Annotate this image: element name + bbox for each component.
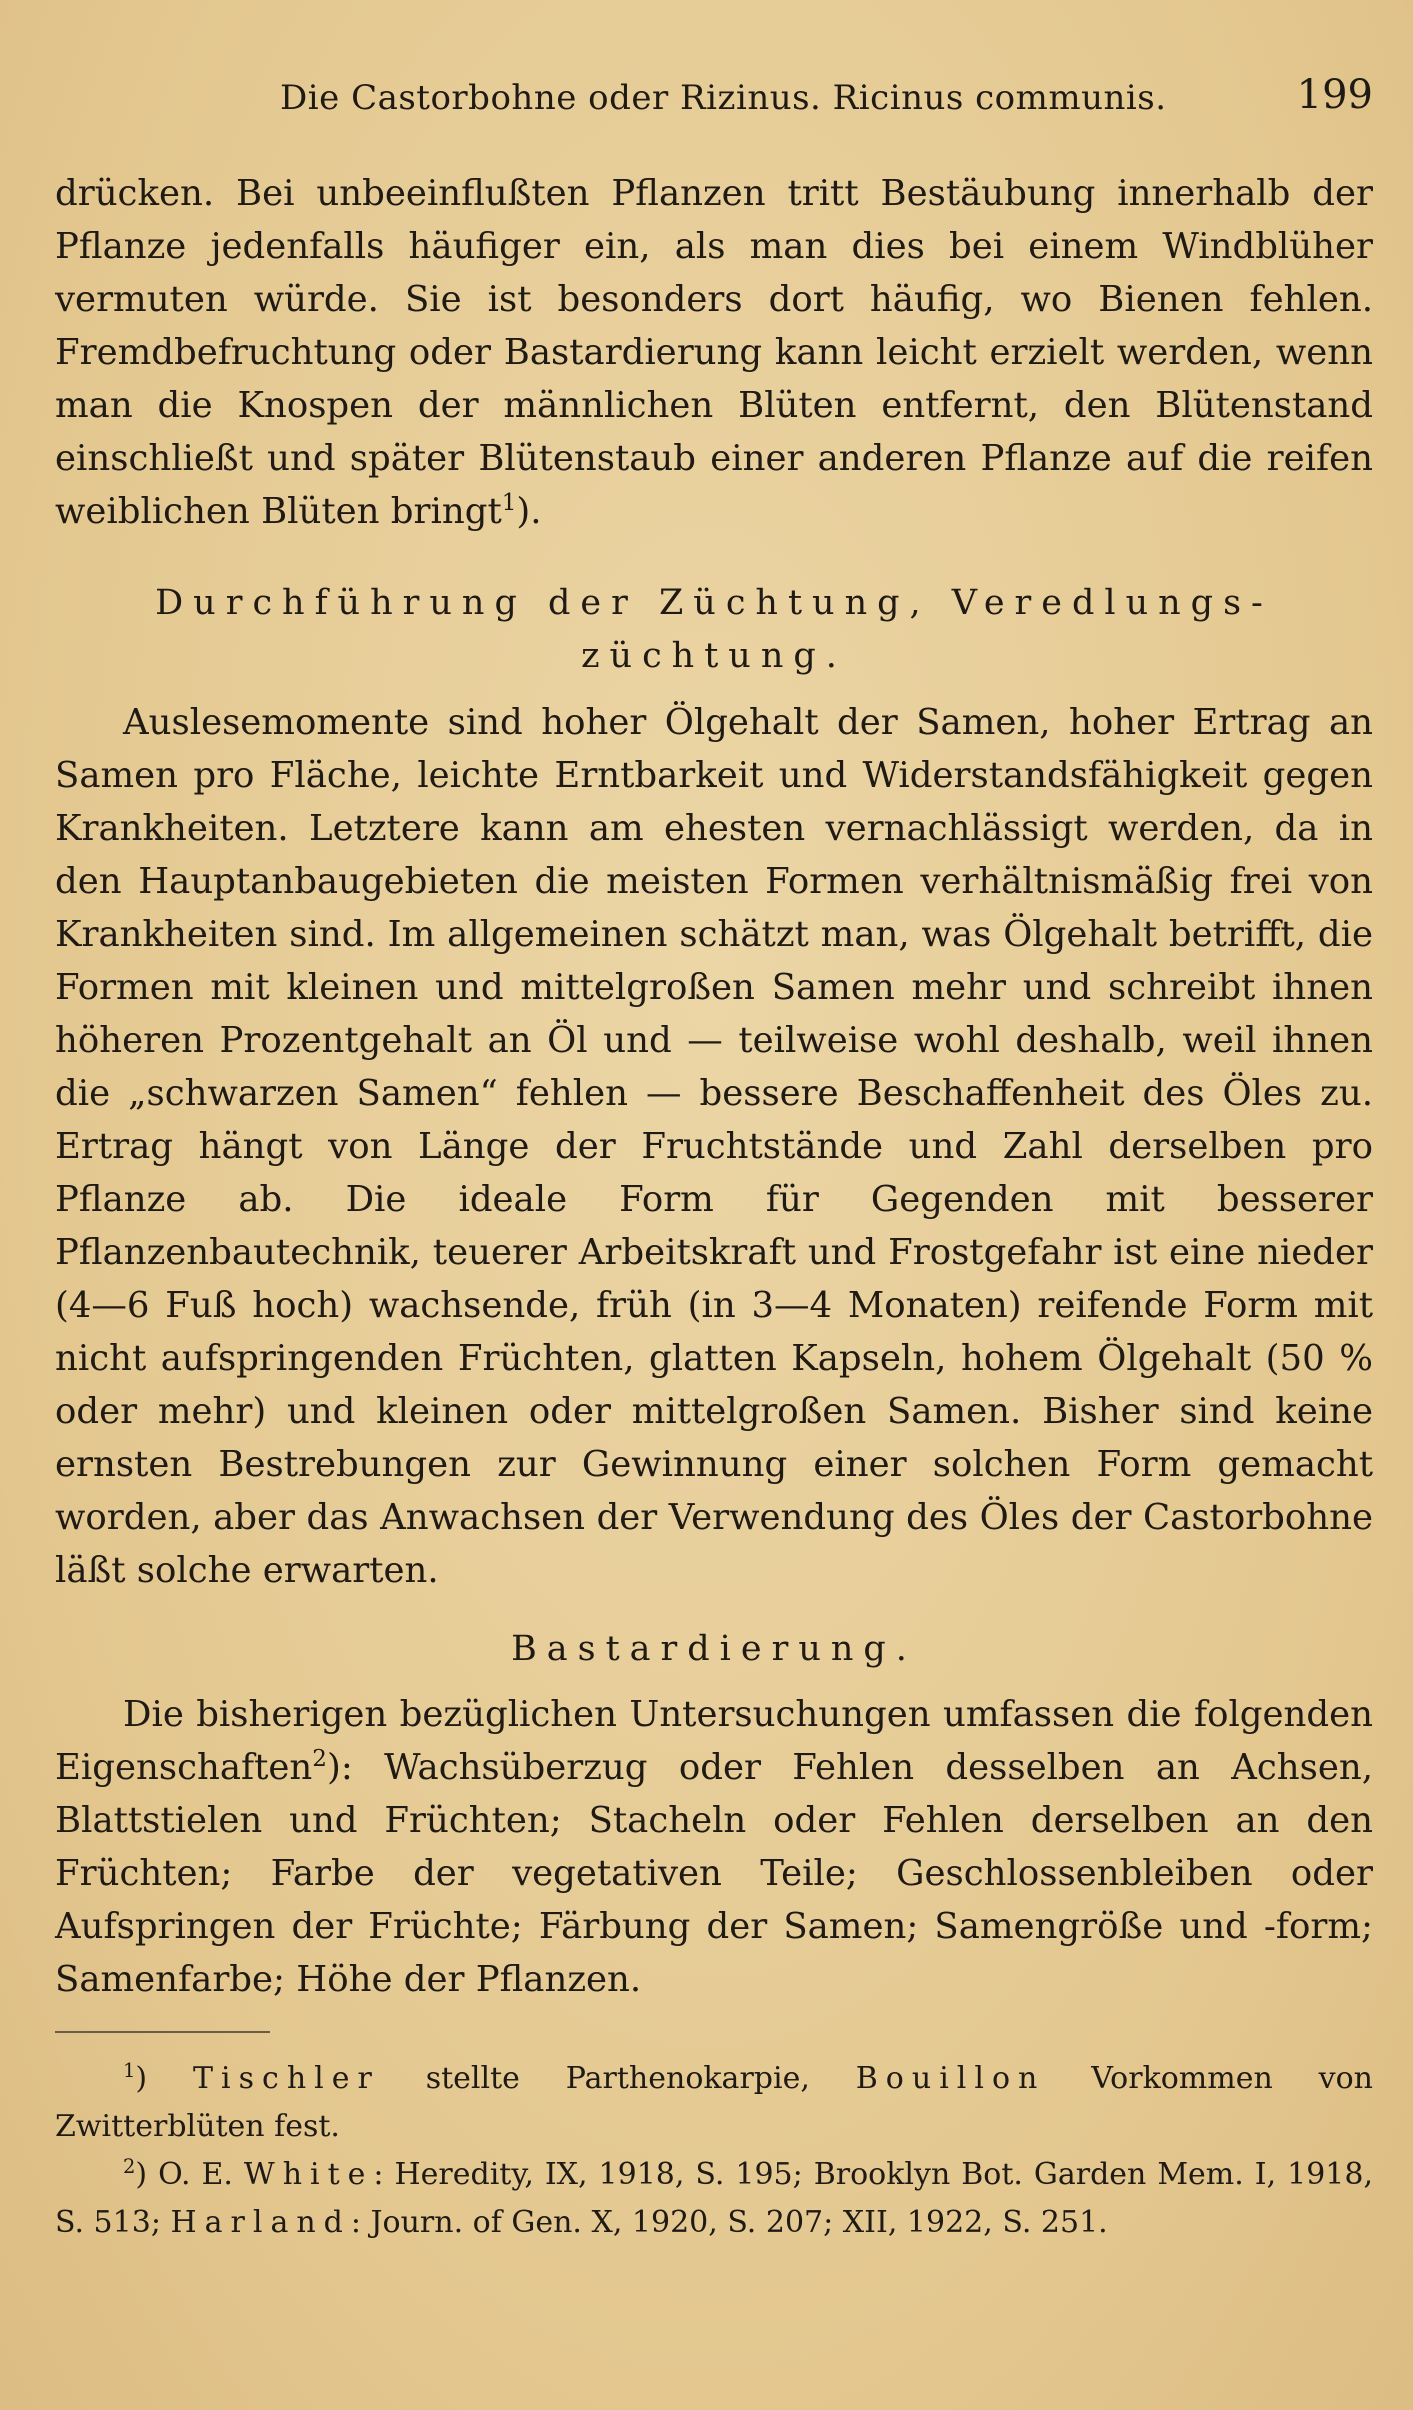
section-heading-breeding bbox=[55, 577, 1373, 683]
footnote-marker: 1 bbox=[123, 2059, 136, 2082]
footnote-divider bbox=[55, 2031, 270, 2033]
author-name: Harland bbox=[170, 2205, 351, 2240]
footnote-2: $^2$) O. E. White: Heredity, IX, 1918, S. 195; Brooklyn Bot. Garden Mem. I, 1918, S. 513; Harland: Journ. of Gen. X, 1920, S. 207; XII, 1922, S. 251. bbox=[55, 2155, 1373, 2240]
footnote-text: stellte Parthenokarpie, bbox=[379, 2061, 856, 2096]
author-name: Tischler bbox=[193, 2061, 380, 2096]
footnote-marker: 2 bbox=[123, 2155, 136, 2178]
heading-line-1: Durchführung der Züchtung, Veredlungs- bbox=[155, 583, 1273, 623]
page-number: 199 bbox=[1296, 72, 1373, 118]
paragraph-text: drücken. Bei unbeeinflußten Pflanzen tritt Bestäubung innerhalb der Pflanze jedenfalls häufiger ein, als man dies bei einem Windblüher vermuten würde. Sie ist besonders dort häufig, wo Bienen fehlen. Fremdbefruchtung oder Bastardierung kann leicht erzielt werden, wenn man die Knospen der männlichen Blüten entfernt, den Blütenstand einschließt und später Blütenstaub einer anderen Pflanze auf die reifen weiblichen Blüten bringt bbox=[55, 173, 1373, 532]
footnote-1: $^1$) Tischler stellte Parthenokarpie, Bouillon Vorkommen von Zwitterblüten fest. bbox=[55, 2059, 1373, 2144]
footnote-text: : Journ. of Gen. X, 1920, S. 207; XII, 1922, S. 251. bbox=[350, 2205, 1108, 2240]
paragraph-hybridization bbox=[55, 1688, 1373, 2006]
author-name: Bouillon bbox=[855, 2061, 1046, 2096]
footnote-text: Vorkommen von Zwitterblüten fest. bbox=[55, 2061, 1373, 2144]
paragraph-text-rest: ): Wachsüberzug oder Fehlen desselben an Achsen, Blattstielen und Früchten; Stacheln oder Fehlen derselben an den Früchten; Farbe der vegetativen Teile; Geschlossenbleiben oder Aufspringen der Früchte; Färbung der Samen; Samengröße und -form; Samenfarbe; Höhe der Pflanzen. bbox=[55, 1747, 1373, 2000]
footnote-text: : Heredity, IX, 1918, S. 195; Brooklyn Bot. Garden Mem. I, 1918, S. 513; bbox=[55, 2157, 1373, 2240]
paragraph-tail: ). bbox=[516, 491, 542, 532]
footnotes bbox=[55, 2055, 1373, 2247]
paragraph-pollination bbox=[55, 167, 1373, 538]
paragraph-text: Die bisherigen bezüglichen Untersuchungen umfassen die folgenden Eigenschaften bbox=[55, 1694, 1373, 1788]
footnote-ref-1: 1 bbox=[501, 490, 517, 517]
page-header bbox=[55, 72, 1373, 132]
book-page bbox=[55, 0, 1373, 2410]
heading-line: Bastardierung. bbox=[511, 1629, 917, 1669]
paragraph-selection bbox=[55, 696, 1373, 1597]
paragraph-text: Auslesemomente sind hoher Ölgehalt der Samen, hoher Ertrag an Samen pro Fläche, leichte Erntbarkeit und Widerstandsfähigkeit gegen Krankheiten. Letztere kann am ehesten vernachlässigt werden, da in den Hauptanbaugebieten die meisten Formen verhältnismäßig frei von Krankheiten sind. Im allgemeinen schätzt man, was Ölgehalt betrifft, die Formen mit kleinen und mittelgroßen Samen mehr und schreibt ihnen höheren Prozentgehalt an Öl und — teilweise wohl deshalb, weil ihnen die „schwarzen Samen“ fehlen — bessere Beschaffenheit des Öles zu. Ertrag hängt von Länge der Fruchtstände und Zahl derselben pro Pflanze ab. Die ideale Form für Gegenden mit besserer Pflanzenbautechnik, teuerer Arbeitskraft und Frostgefahr ist eine nieder (4—6 Fuß hoch) wachsende, früh (in 3—4 Monaten) reifende Form mit nicht aufspringenden Früchten, glatten Kapseln, hohem Ölgehalt (50 % bbox=[55, 702, 1373, 1379]
footnote-text: O. E. bbox=[147, 2157, 244, 2192]
running-title: Die Castorbohne oder Rizinus. Ricinus communis. bbox=[280, 78, 1167, 118]
section-heading-hybridization bbox=[55, 1623, 1373, 1676]
paragraph-text-rest: oder mehr) und kleinen oder mittelgroßen Samen. Bisher sind keine ernsten Bestrebungen zur Gewinnung einer solchen Form gemacht worden, aber das Anwachsen der Verwendung des Öles der Castorbohne läßt solche erwarten. bbox=[55, 1391, 1373, 1591]
heading-line-2: züchtung. bbox=[581, 636, 847, 676]
author-name: White bbox=[243, 2157, 374, 2192]
footnote-ref-2: 2 bbox=[312, 1746, 327, 1773]
